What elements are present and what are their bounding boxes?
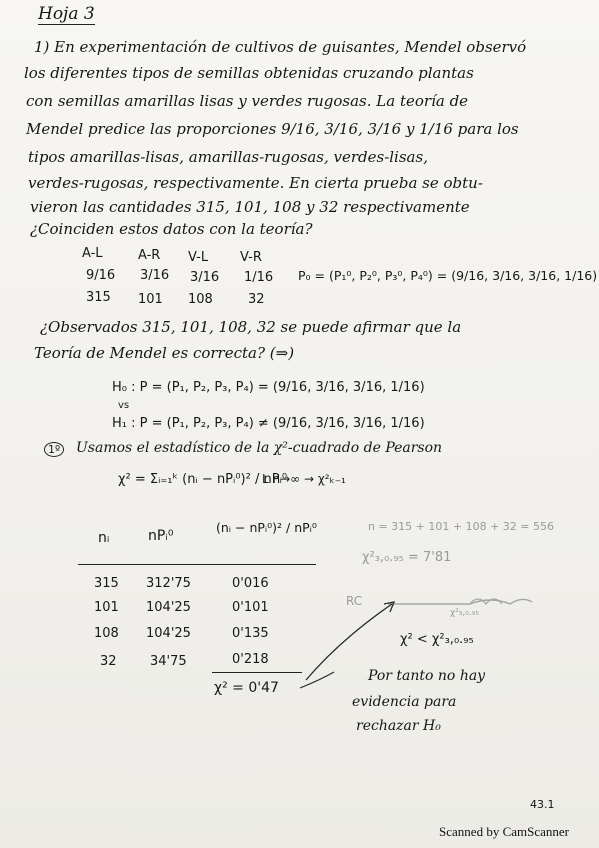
- total-connector: [300, 672, 334, 688]
- problem-line-2: los diferentes tipos de semillas obtenidas cruzando plantas: [24, 64, 474, 82]
- proportion-vl: 3/16: [190, 270, 220, 285]
- count-ar: 101: [138, 292, 163, 307]
- problem-line-5: tipos amarillas-lisas, amarillas-rugosas, verdes-lisas,: [28, 148, 428, 166]
- table-row-1-contribution: 0'016: [232, 576, 269, 591]
- question-line-2: Teoría de Mendel es correcta? (⇒): [34, 344, 295, 362]
- table-row-2-contribution: 0'101: [232, 600, 269, 615]
- table-header-contribution: (nᵢ − nPᵢ⁰)² / nPᵢ⁰: [216, 520, 317, 535]
- critical-value-note: χ²₃,₀.₉₅ = 7'81: [362, 550, 452, 565]
- sample-size-note: n = 315 + 101 + 108 + 32 = 556: [368, 520, 555, 533]
- problem-line-3: con semillas amarillas lisas y verdes rugosas. La teoría de: [26, 92, 469, 110]
- versus-label: vs: [118, 400, 130, 411]
- scanner-watermark: Scanned by CamScanner: [439, 824, 569, 839]
- table-row-4-contribution: 0'218: [232, 652, 269, 667]
- category-header-ar: A-R: [138, 248, 161, 263]
- comparison-note: χ² < χ²₃,₀.₉₅: [400, 632, 474, 647]
- page-title: Hoja 3: [38, 4, 95, 24]
- step-badge: 1º: [44, 442, 64, 457]
- category-header-al: A-L: [82, 246, 103, 261]
- proportion-al: 9/16: [86, 268, 116, 283]
- table-row-2-observed: 101: [94, 600, 119, 615]
- problem-line-1: 1) En experimentación de cultivos de guisantes, Mendel observó: [34, 38, 527, 56]
- table-row-4-observed: 32: [100, 654, 117, 669]
- table-row-2-expected: 104'25: [146, 600, 191, 615]
- chi-square-formula: χ² = Σᵢ₌₁ᵏ (nᵢ − nPᵢ⁰)² / nPᵢ⁰: [118, 472, 288, 487]
- proportion-vr: 1/16: [244, 270, 274, 285]
- table-header-expected: nPᵢ⁰: [148, 528, 174, 544]
- chi-square-total: χ² = 0'47: [214, 680, 279, 696]
- count-al: 315: [86, 290, 111, 305]
- table-row-1-observed: 315: [94, 576, 119, 591]
- rejection-region-axis: [388, 599, 532, 604]
- rejection-region-value: χ²₃,₀.₉₅: [450, 608, 479, 618]
- conclusion-line-2: evidencia para: [352, 694, 457, 710]
- table-row-1-expected: 312'75: [146, 576, 191, 591]
- alternative-hypothesis: H₁ : P = (P₁, P₂, P₃, P₄) ≠ (9/16, 3/16, 3/16, 1/16): [112, 416, 425, 431]
- arrow-to-rejection-region: [306, 604, 392, 680]
- null-hypothesis: H₀ : P = (P₁, P₂, P₃, P₄) = (9/16, 3/16, 3/16, 1/16): [112, 380, 425, 395]
- count-vr: 32: [248, 292, 265, 307]
- count-vl: 108: [188, 292, 213, 307]
- table-row-3-observed: 108: [94, 626, 119, 641]
- problem-line-7: vieron las cantidades 315, 101, 108 y 32 respectivamente: [30, 198, 470, 216]
- conclusion-line-1: Por tanto no hay: [368, 668, 486, 684]
- page-number: 43.1: [530, 798, 555, 811]
- table-row-3-expected: 104'25: [146, 626, 191, 641]
- conclusion-line-3: rechazar H₀: [356, 718, 441, 734]
- category-header-vl: V-L: [188, 250, 209, 265]
- problem-line-4: Mendel predice las proporciones 9/16, 3/16, 3/16 y 1/16 para los: [26, 120, 519, 138]
- question-line-1: ¿Observados 315, 101, 108, 32 se puede afirmar que la: [40, 318, 462, 336]
- chi-square-limit: L n→∞ → χ²ₖ₋₁: [262, 472, 346, 486]
- p0-formula: P₀ = (P₁⁰, P₂⁰, P₃⁰, P₄⁰) = (9/16, 3/16, 3/16, 1/16): [298, 268, 598, 283]
- table-header-observed: nᵢ: [98, 530, 110, 546]
- category-header-vr: V-R: [240, 250, 262, 265]
- problem-line-8: ¿Coinciden estos datos con la teoría?: [30, 220, 313, 238]
- table-row-4-expected: 34'75: [150, 654, 187, 669]
- proportion-ar: 3/16: [140, 268, 170, 283]
- rejection-region-label: RC: [346, 594, 363, 608]
- step-text: Usamos el estadístico de la χ²-cuadrado de Pearson: [76, 440, 443, 456]
- problem-line-6: verdes-rugosas, respectivamente. En cierta prueba se obtu-: [28, 174, 483, 192]
- table-row-3-contribution: 0'135: [232, 626, 269, 641]
